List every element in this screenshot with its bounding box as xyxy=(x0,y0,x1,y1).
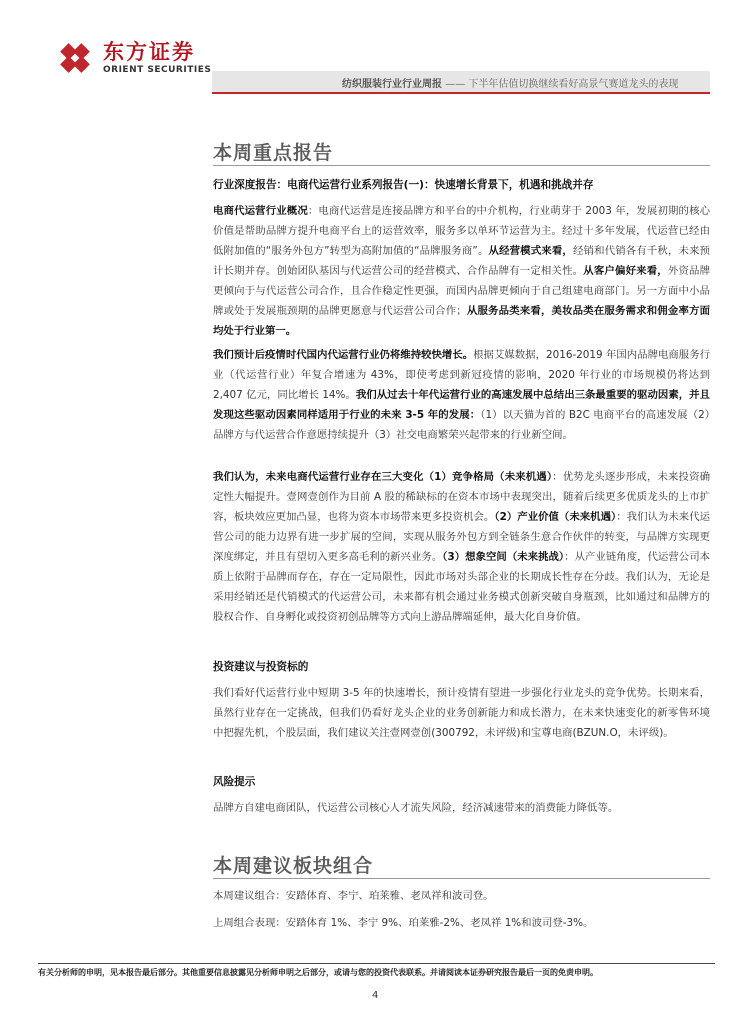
body-text: 经销和代销各有千秋，未来预计长期并存。创始团队基因与代运营公司的经营模式、合作品牌有一定相关性。 xyxy=(213,245,711,277)
footer-disclaimer: 有关分析师的申明，见本报告最后部分。其他重要信息披露见分析师申明之后部分，或请与您的投资代表联系。并请阅读本证券研究报告最后一页的免责申明。 xyxy=(38,968,598,977)
report-subtitle: 下半年估值切换继续看好高景气赛道龙头的表现 xyxy=(468,79,679,90)
risk-heading: 风险提示 xyxy=(213,776,256,788)
section-divider xyxy=(213,165,710,166)
portfolio-this-week: 本周建议组合：安踏体育、李宁、珀莱雅、老凤祥和波司登。 xyxy=(213,890,494,902)
body-text: ：我们认为未来代运营公司的能力边界有进一步扩展的空间，实现从服务外包方到全链条生意合作伙伴的转变，与品牌方实现更深度绑定，并且有望切入更多高毛利的新兴业务。 xyxy=(213,511,710,563)
portfolio-last-week: 上周组合表现：安踏体育 1%、李宁 9%、珀莱雅-2%、老凤祥 1%和波司登-3%。 xyxy=(213,917,594,929)
page-number: 4 xyxy=(372,990,379,1001)
bold-text: 我们认为，未来电商代运营行业存在三大变化（1）竞争格局（未来机遇） xyxy=(213,471,553,483)
section-divider xyxy=(213,878,710,879)
report-heading: 行业深度报告：电商代运营行业系列报告(一)：快速增长背景下，机遇和挑战并存 xyxy=(213,179,594,191)
bold-text: （2）产业价值（未来机遇） xyxy=(494,511,617,523)
section-title-portfolio: 本周建议板块组合 xyxy=(213,855,374,877)
bold-text: 从服务品类来看，美妆品类在服务需求和佣金率方面均处于行业第一。 xyxy=(213,305,711,337)
bold-text: 电商代运营行业概况 xyxy=(213,205,308,217)
body-text: 根据艾媒数据，2016-2019 年国内品牌电商服务行业（代运营行业）年复合增速为 43%，即使考虑到新冠疫情的影响，2020 年行业的市场规模仍将达到 2,407 亿元，同比增长 14%。 xyxy=(213,349,710,401)
bold-text: （3）想象空间（未来挑战） xyxy=(442,551,565,563)
company-logo xyxy=(55,38,211,78)
paragraph-industry-overview xyxy=(213,201,710,341)
report-header-title xyxy=(342,75,678,90)
bold-text: 我们从过去十年代运营行业的高速发展中总结出三条最重要的驱动因素，并且发现这些驱动因素同样适用于行业的未来 3-5 年的发展： xyxy=(213,389,710,421)
paragraph-risk: 品牌方自建电商团队，代运营公司核心人才流失风险，经济减速带来的消费能力降低等。 xyxy=(213,802,619,814)
body-text: 外资品牌更倾向于与代运营公司合作，且合作稳定性更强，而国内品牌更倾向于自己组建电商部门。另一方面中小品牌或处于发展瓶颈期的品牌更愿意与代运营公司合作； xyxy=(213,265,711,317)
logo-chinese-name: 东方证券 xyxy=(103,40,195,64)
body-text: ：电商代运营是连接品牌方和平台的中介机构，行业萌芽于 2003 年，发展初期的核心价值是帮助品牌方提升电商平台上的运营效率，服务多以单环节运营为主。经过十多年发展，代运营已经由低附加值的“服务外包方”转型为高附加值的“品牌服务商”。 xyxy=(213,205,711,257)
bold-text: 从经营模式来看， xyxy=(488,245,573,257)
body-text: ：从产业链角度，代运营公司本质上依附于品牌而存在，存在一定局限性，因此市场对头部企业的长期成长性存在分歧。我们认为，无论是采用经销还是代销模式的代运营公司，未来都有机会通过业务模式创新突破自身瓶颈，比如通过和品牌方的股权合作、自身孵化或投资初创品牌等方式向上游品牌端延伸，最大化自身价值。 xyxy=(213,551,711,623)
body-text: ：优势龙头逐步形成，未来投资确定性大幅提升。壹网壹创作为目前 A 股的稀缺标的在资本市场中表现突出，随着后续更多优质龙头的上市扩容，板块效应更加凸显，也将为资本市场带来更多投资机会。 xyxy=(213,471,710,523)
footer-rule xyxy=(38,963,715,964)
header-red-rule xyxy=(212,92,710,94)
report-type: 纺织服装行业行业周报 xyxy=(342,79,442,90)
paragraph-growth-forecast xyxy=(213,345,710,445)
header-dash: —— xyxy=(442,79,469,90)
section-title-key-reports: 本周重点报告 xyxy=(213,142,334,164)
orient-logo-icon xyxy=(55,38,95,78)
body-text: （1）以天猫为首的 B2C 电商平台的高速发展（2）品牌方与代运营合作意愿持续提升（3）社交电商繁荣兴起带来的行业新空间。 xyxy=(213,409,710,441)
logo-english-name: ORIENT SECURITIES xyxy=(103,65,212,75)
bold-text: 从客户偏好来看， xyxy=(583,265,668,277)
invest-heading: 投资建议与投资标的 xyxy=(213,661,309,673)
bold-text: 我们预计后疫情时代国内代运营行业仍将维持较快增长。 xyxy=(213,349,474,361)
paragraph-three-changes xyxy=(213,467,710,627)
paragraph-investment-advice: 我们看好代运营行业中短期 3-5 年的快速增长，预计疫情有望进一步强化行业龙头的竞争优势。长期来看，虽然行业存在一定挑战，但我们仍看好龙头企业的业务创新能力和成长潜力，在未来快速变化的新零售环境中把握先机，个股层面，我们建议关注壹网壹创(300792，未评级)和宝尊电商(BZUN.O，未评级)。 xyxy=(213,687,710,739)
